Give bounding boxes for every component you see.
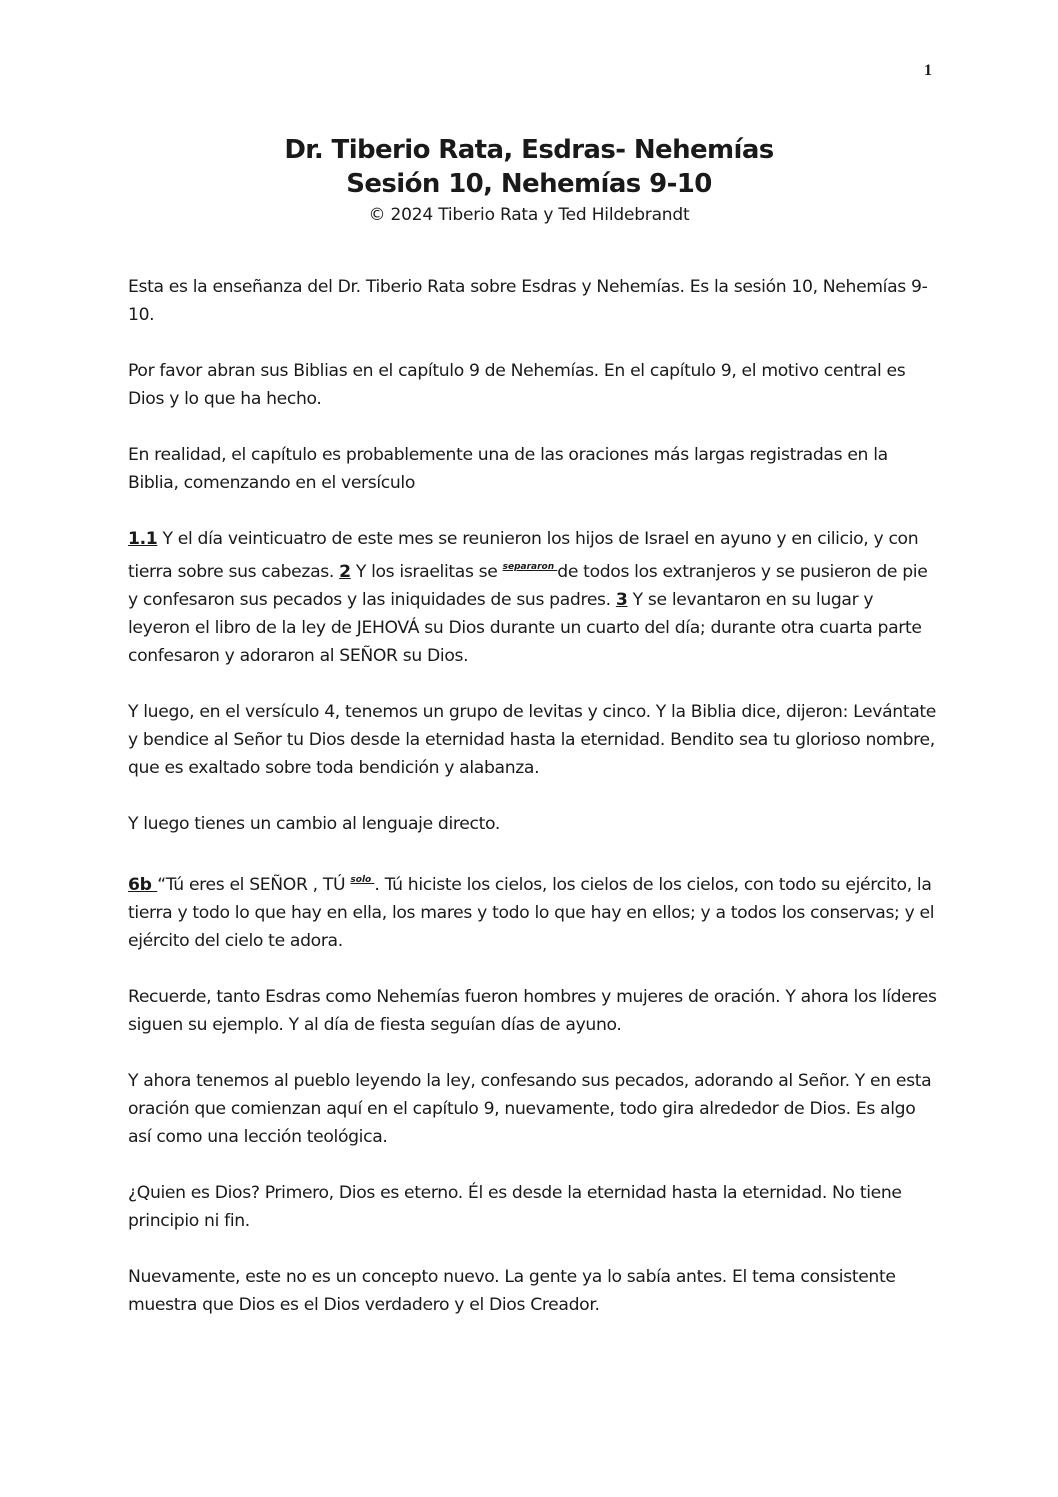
paragraph-longest-prayer: En realidad, el capítulo es probablemente una de las oraciones más largas registradas en la Biblia, comenzando en el versículo — [128, 445, 888, 493]
verse-number-3: 3 — [615, 590, 628, 610]
paragraph-who-is-god: ¿Quien es Dios? Primero, Dios es eterno. Él es desde la eternidad hasta la eternidad. No tiene principio ni fin. — [128, 1183, 902, 1231]
paragraph-consistent-theme: Nuevamente, este no es un concepto nuevo. La gente ya lo sabía antes. El tema consistente muestra que Dios es el Dios verdadero y el Dios Creador. — [128, 1267, 896, 1315]
title-line-2: Sesión 10, Nehemías 9-10 — [346, 169, 712, 199]
footnote-solo: solo — [350, 875, 375, 885]
verse-number-1-1: 1.1 — [128, 529, 158, 549]
copyright-line: © 2024 Tiberio Rata y Ted Hildebrandt — [368, 205, 690, 225]
paragraph-people-reading-law: Y ahora tenemos al pueblo leyendo la ley, confesando sus pecados, adorando al Señor. Y en esta oración que comienzan aquí en el capítulo 9, nuevamente, todo gira alrededor de Dios. Es algo así como una lección teológica. — [128, 1071, 932, 1147]
title-line-1: Dr. Tiberio Rata, Esdras- Nehemías — [284, 135, 774, 165]
verse-6b-text-a: “Tú eres el SEÑOR , TÚ — [157, 875, 351, 895]
paragraph-direct-language: Y luego tienes un cambio al lenguaje directo. — [128, 814, 500, 834]
document-body — [128, 273, 940, 1347]
paragraph-prayer-leaders: Recuerde, tanto Esdras como Nehemías fueron hombres y mujeres de oración. Y ahora los líderes siguen su ejemplo. Y al día de fiesta seguían días de ayuno. — [128, 987, 937, 1035]
paragraph-chapter-9: Por favor abran sus Biblias en el capítulo 9 de Nehemías. En el capítulo 9, el motivo central es Dios y lo que ha hecho. — [128, 361, 906, 409]
verse-number-6b: 6b — [128, 875, 158, 895]
verse-number-2: 2 — [339, 562, 351, 582]
scripture-quote-verses-1-3 — [128, 525, 940, 670]
verse-6b-text-b: . Tú hiciste los cielos, los cielos de los cielos, con todo su ejército, la tierra y todo lo que hay en ella, los mares y todo lo que hay en ellos; y a todos los conservas; y el ejército del cielo te adora. — [128, 875, 935, 951]
document-header — [0, 133, 1058, 227]
page-number: 1 — [924, 62, 932, 79]
paragraph-verse-4: Y luego, en el versículo 4, tenemos un grupo de levitas y cinco. Y la Biblia dice, dijeron: Levántate y bendice al Señor tu Dios desde la eternidad hasta la eternidad. Bendito sea tu glorioso nombre, que es exaltado sobre toda bendición y alabanza. — [128, 702, 937, 778]
verse-text-1: Y el día veinticuatro de este mes se reunieron los hijos de Israel en ayuno y en cilicio, y con tierra sobre sus cabezas. — [128, 529, 919, 582]
verse-text-2b: de todos los extranjeros y se pusieron de pie y confesaron sus pecados y las iniquidades de sus padres. — [128, 562, 928, 610]
footnote-separaron: separaron — [502, 562, 558, 572]
verse-text-3: Y se levantaron en su lugar y leyeron el libro de la ley de JEHOVÁ su Dios durante un cuarto del día; durante otra cuarta parte confesaron y adoraron al SEÑOR su Dios. — [128, 590, 922, 666]
verse-text-2a: Y los israelitas se — [350, 562, 503, 582]
paragraph-intro: Esta es la enseñanza del Dr. Tiberio Rata sobre Esdras y Nehemías. Es la sesión 10, Nehemías 9-10. — [128, 277, 928, 325]
scripture-quote-verse-6b — [128, 866, 940, 955]
